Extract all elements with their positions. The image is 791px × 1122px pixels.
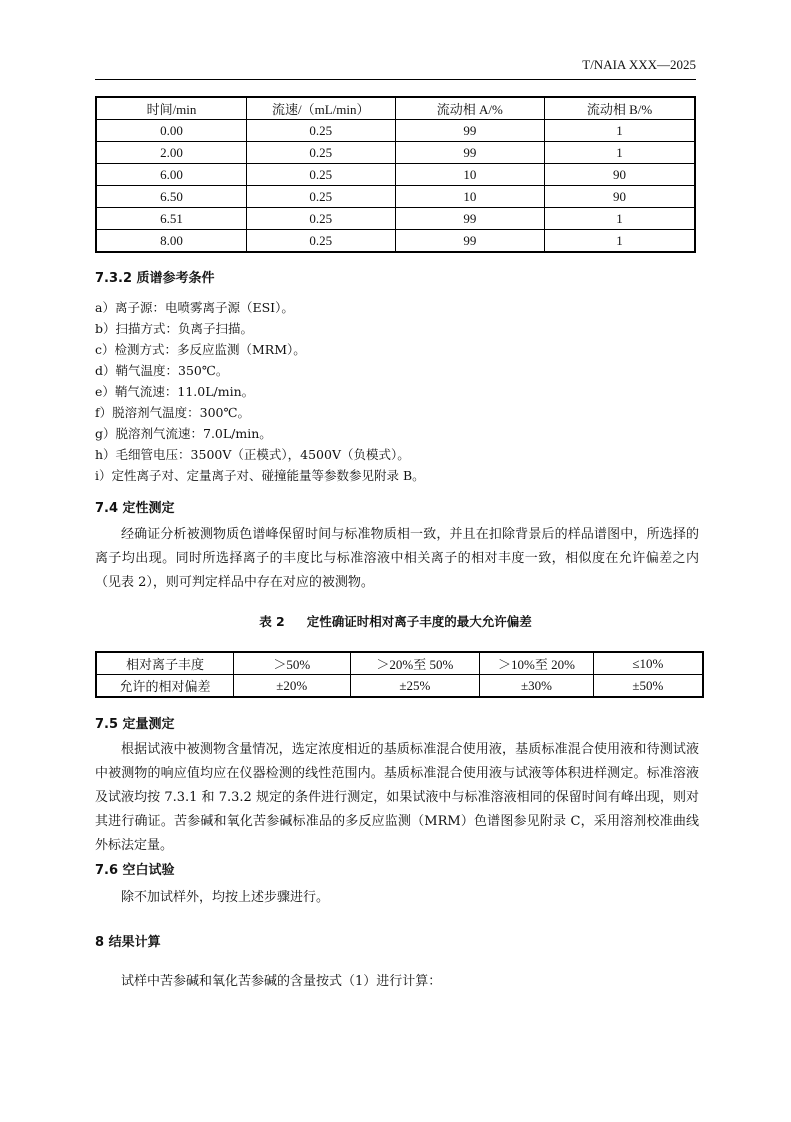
table-row: [96, 142, 695, 164]
table-cell: ±20%: [233, 675, 350, 698]
table-cell: ±30%: [480, 675, 594, 698]
table-cell: 1: [545, 142, 695, 164]
table-row: [96, 186, 695, 208]
table-cell: 6.00: [96, 164, 246, 186]
ms-conditions-list: [95, 297, 425, 486]
list-item: a）离子源：电喷雾离子源（ESI）。: [95, 300, 294, 315]
table-cell: 0.25: [246, 230, 395, 253]
section-heading-7-4: 7.4 定性测定: [95, 501, 175, 516]
table-cell: 0.25: [246, 142, 395, 164]
section-heading-7-3-2: 7.3.2 质谱参考条件: [95, 271, 215, 286]
table-header-row: [96, 97, 695, 120]
list-item: i）定性离子对、定量离子对、碰撞能量等参数参见附录 B。: [95, 468, 425, 483]
table-cell: 相对离子丰度: [96, 652, 233, 675]
table-row: [96, 652, 703, 675]
table-cell: 10: [395, 186, 544, 208]
table-header-cell: 流速/（mL/min）: [246, 97, 395, 120]
table-cell: 90: [545, 164, 695, 186]
list-item: f）脱溶剂气温度：300℃。: [95, 405, 250, 420]
table-cell: 99: [395, 120, 544, 142]
table-cell: 99: [395, 230, 544, 253]
section-heading-7-6: 7.6 空白试验: [95, 863, 175, 878]
table-cell: 0.00: [96, 120, 246, 142]
table-2-caption: [95, 612, 696, 630]
table-cell: 1: [545, 230, 695, 253]
table-cell: ＞20%至 50%: [350, 652, 480, 675]
table-cell: 6.51: [96, 208, 246, 230]
document-code: T/NAIA XXX—2025: [582, 57, 696, 72]
list-item: h）毛细管电压：3500V（正模式），4500V（负模式）。: [95, 447, 410, 462]
table-cell: ±25%: [350, 675, 480, 698]
table-cell: 1: [545, 208, 695, 230]
table-header-cell: 时间/min: [96, 97, 246, 120]
table-row: [96, 120, 695, 142]
gradient-table: [95, 96, 696, 253]
table-cell: 90: [545, 186, 695, 208]
list-item: e）鞘气流速：11.0L/min。: [95, 384, 255, 399]
qualitative-paragraph: 经确证分析被测物质色谱峰保留时间与标准物质相一致，并且在扣除背景后的样品谱图中，所选择的离子均出现。同时所选择离子的丰度比与标准溶液中相关离子的相对丰度一致，相似度在允许偏差之内（见表 2），则可判定样品中存在对应的被测物。: [95, 527, 699, 590]
table-header-cell: 流动相 B/%: [545, 97, 695, 120]
list-item: g）脱溶剂气流速：7.0L/min。: [95, 426, 272, 441]
table-cell: 6.50: [96, 186, 246, 208]
table-cell: ＞50%: [233, 652, 350, 675]
table-row: [96, 208, 695, 230]
table-cell: 0.25: [246, 208, 395, 230]
quantitative-paragraph: 根据试液中被测物含量情况，选定浓度相近的基质标准混合使用液，基质标准混合使用液和待测试液中被测物的响应值均应在仪器检测的线性范围内。基质标准混合使用液与试液等体积进样测定。标准溶液及试液均按 7.3.1 和 7.3.2 规定的条件进行测定，如果试液中与标准溶液相同的保留时间有峰出现，则对其进行确证。苦参碱和氧化苦参碱标准品的多反应监测（MRM）色谱图参见附录 C，采用溶剂校准曲线外标法定量。: [95, 742, 699, 853]
table-cell: 1: [545, 120, 695, 142]
table-cell: 0.25: [246, 164, 395, 186]
section-heading-8: 8 结果计算: [95, 935, 161, 950]
table-cell: ＞10%至 20%: [480, 652, 594, 675]
list-item: d）鞘气温度：350℃。: [95, 363, 229, 378]
table-2-title: 定性确证时相对离子丰度的最大允许偏差: [306, 614, 532, 629]
blank-test-paragraph: 除不加试样外，均按上述步骤进行。: [121, 890, 330, 905]
header-rule: [95, 79, 696, 80]
section-heading-7-5: 7.5 定量测定: [95, 717, 175, 732]
table-cell: 允许的相对偏差: [96, 675, 233, 698]
list-item: c）检测方式：多反应监测（MRM）。: [95, 342, 306, 357]
table-cell: ≤10%: [593, 652, 703, 675]
list-item: b）扫描方式：负离子扫描。: [95, 321, 254, 336]
table-cell: 2.00: [96, 142, 246, 164]
table-row: [96, 230, 695, 253]
ion-abundance-table: [95, 651, 704, 698]
table-cell: 0.25: [246, 120, 395, 142]
calculation-paragraph: 试样中苦参碱和氧化苦参碱的含量按式（1）进行计算：: [121, 974, 442, 989]
table-header-cell: 流动相 A/%: [395, 97, 544, 120]
table-cell: 99: [395, 142, 544, 164]
table-row: [96, 675, 703, 698]
table-cell: 10: [395, 164, 544, 186]
table-cell: 8.00: [96, 230, 246, 253]
table-cell: 99: [395, 208, 544, 230]
table-cell: 0.25: [246, 186, 395, 208]
table-cell: ±50%: [593, 675, 703, 698]
table-2-number: 表 2: [259, 614, 285, 629]
table-row: [96, 164, 695, 186]
